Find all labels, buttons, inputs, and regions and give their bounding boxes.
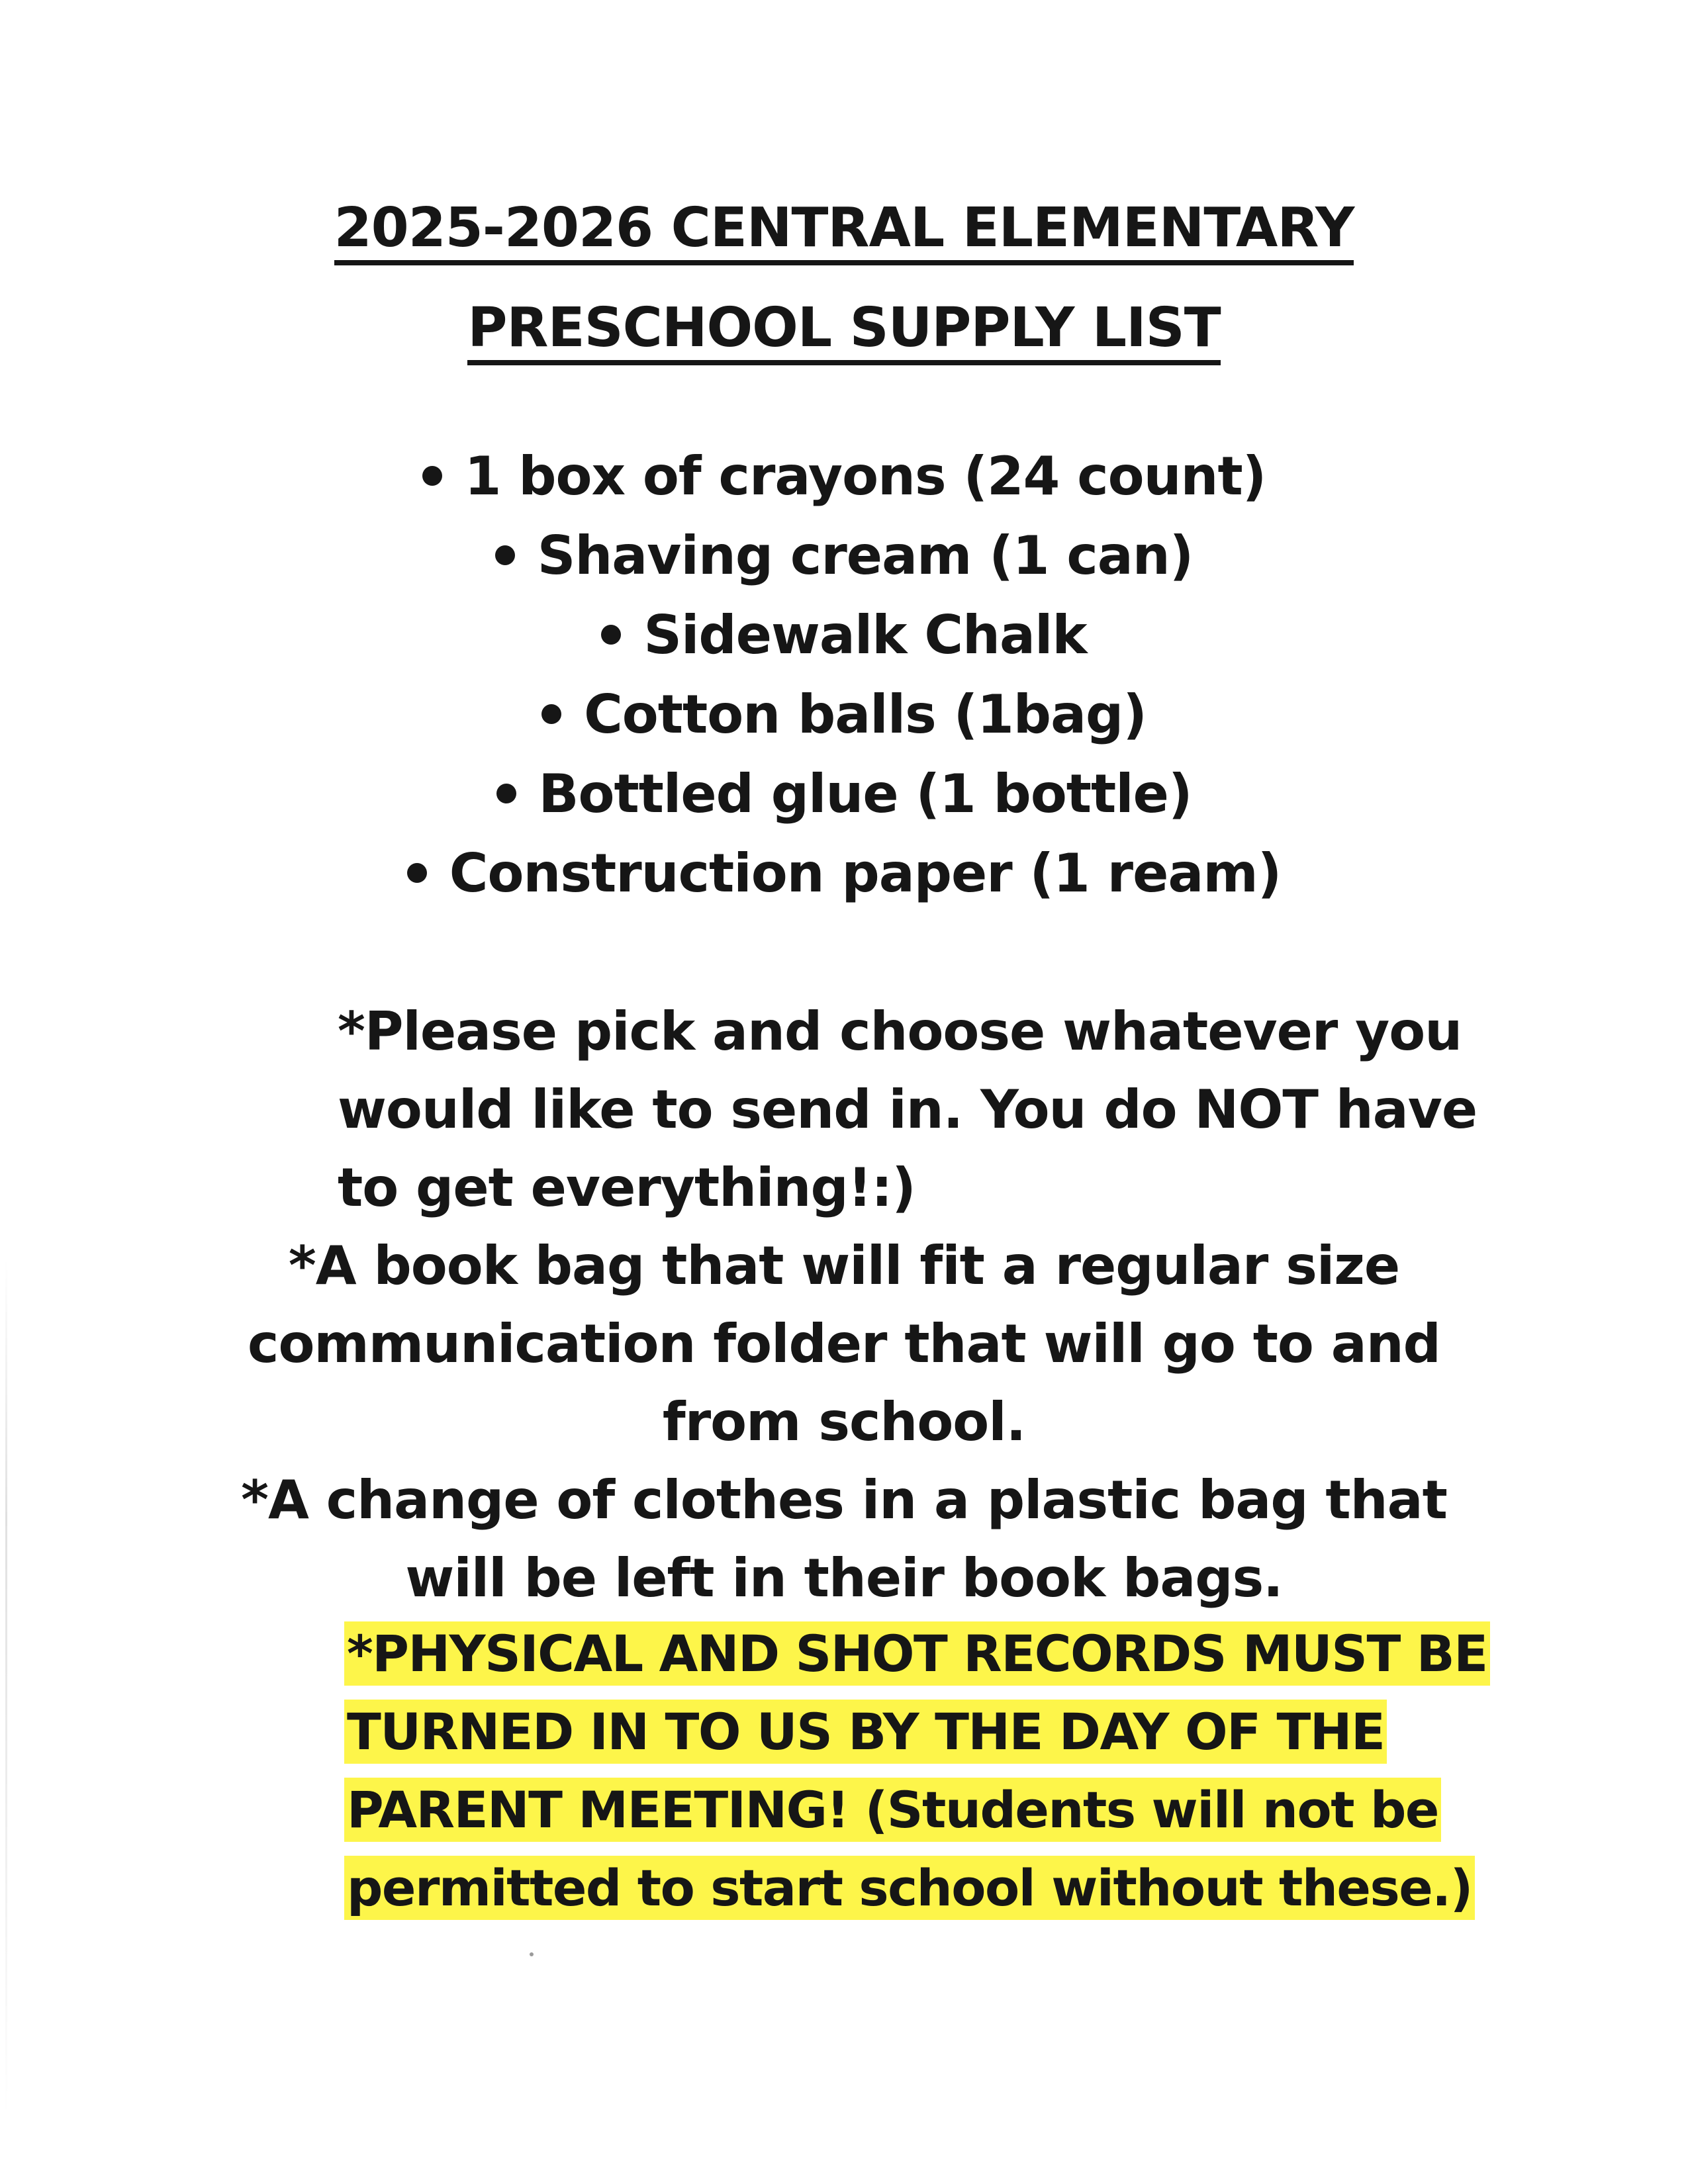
bullet-icon <box>407 863 427 883</box>
bullet-icon <box>495 545 515 565</box>
note-line: would like to send in. You do NOT have <box>338 1079 1477 1140</box>
list-item-label: Bottled glue (1 bottle) <box>538 763 1192 825</box>
list-item-label: Construction paper (1 ream) <box>449 842 1282 904</box>
document-title <box>0 185 1688 385</box>
note-line: *A book bag that will fit a regular size <box>288 1235 1400 1297</box>
note-line <box>344 1849 1483 1927</box>
change-of-clothes-note <box>0 1461 1688 1617</box>
list-item-label: 1 box of crayons (24 count) <box>464 445 1266 507</box>
bullet-icon <box>422 466 442 486</box>
bullet-icon <box>601 625 621 645</box>
highlighted-text: permitted to start school without these.) <box>344 1856 1475 1920</box>
note-line: from school. <box>662 1391 1026 1453</box>
note-line: to get everything!:) <box>338 1157 915 1218</box>
list-item <box>0 754 1688 834</box>
note-line: will be left in their book bags. <box>405 1547 1283 1609</box>
list-item <box>0 516 1688 596</box>
list-item <box>0 675 1688 754</box>
highlighted-text: *PHYSICAL AND SHOT RECORDS MUST BE <box>344 1621 1490 1686</box>
note-line <box>344 1771 1483 1849</box>
title-line-1: 2025-2026 CENTRAL ELEMENTARY <box>334 197 1354 265</box>
list-item <box>0 596 1688 675</box>
note-line: *Please pick and choose whatever you <box>338 1001 1462 1062</box>
note-line <box>344 1615 1487 1693</box>
records-warning-note <box>344 1615 1487 1927</box>
note-line <box>344 1693 1483 1771</box>
highlighted-text: PARENT MEETING! (Students will not be <box>344 1778 1441 1842</box>
bullet-icon <box>541 704 561 724</box>
scan-speck <box>530 1952 534 1956</box>
list-item <box>0 834 1688 913</box>
pick-and-choose-note <box>338 993 1477 1227</box>
list-item <box>0 437 1688 516</box>
list-item-label: Sidewalk Chalk <box>643 604 1087 666</box>
supply-list <box>0 437 1688 913</box>
bullet-icon <box>496 784 516 803</box>
book-bag-note <box>0 1227 1688 1461</box>
note-line: *A change of clothes in a plastic bag that <box>241 1469 1447 1531</box>
title-line-2: PRESCHOOL SUPPLY LIST <box>467 296 1220 365</box>
note-line: communication folder that will go to and <box>248 1313 1440 1375</box>
list-item-label: Shaving cream (1 can) <box>537 525 1194 586</box>
list-item-label: Cotton balls (1bag) <box>584 684 1147 745</box>
highlighted-text: TURNED IN TO US BY THE DAY OF THE <box>344 1700 1387 1764</box>
